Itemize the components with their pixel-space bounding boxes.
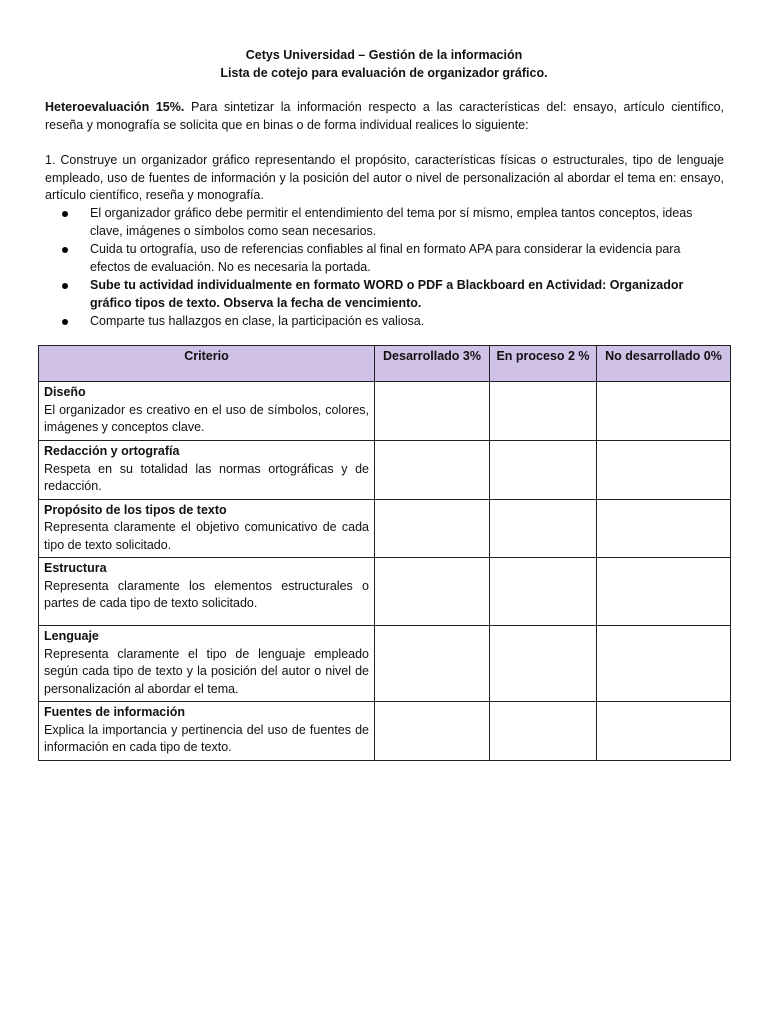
score-cell-desarrollado[interactable] <box>375 626 490 702</box>
table-row <box>39 626 731 702</box>
score-cell-desarrollado[interactable] <box>375 702 490 761</box>
instruction-text: Sube tu actividad individualmente en formato WORD o PDF a Blackboard en Actividad: Organizador gráfico tipos de texto. Observa la fecha de vencimiento. <box>90 278 684 310</box>
step-1-paragraph: 1. Construye un organizador gráfico representando el propósito, características físicas o estructurales, tipo de lenguaje empleado, uso de fuentes de información y la posición del autor o nivel de personalización al abordar el tema en: ensayo, artículo científico, reseña y monografía. <box>45 153 724 202</box>
instruction-item <box>62 205 712 240</box>
instruction-item <box>62 313 712 331</box>
score-cell-en-proceso[interactable] <box>490 441 597 500</box>
criterion-description: Representa claramente el tipo de lenguaje empleado según cada tipo de texto y la posición del autor o nivel de personalización al abordar el tema. <box>44 646 369 696</box>
table-row <box>39 499 731 558</box>
score-cell-no-desarrollado[interactable] <box>597 702 731 761</box>
criterion-description: Representa claramente los elementos estructurales o partes de cada tipo de texto solicitado. <box>44 578 369 610</box>
instruction-text: El organizador gráfico debe permitir el entendimiento del tema por sí mismo, emplea tantos conceptos, ideas clave, imágenes o símbolos como sean necesarios. <box>90 206 693 238</box>
criterion-description: El organizador es creativo en el uso de símbolos, colores, imágenes y conceptos clave. <box>44 402 369 434</box>
bullet-icon <box>62 283 68 289</box>
table-row <box>39 558 731 626</box>
score-cell-no-desarrollado[interactable] <box>597 382 731 441</box>
criterion-description: Explica la importancia y pertinencia del uso de fuentes de información en cada tipo de texto. <box>44 722 369 754</box>
score-cell-no-desarrollado[interactable] <box>597 626 731 702</box>
score-cell-en-proceso[interactable] <box>490 382 597 441</box>
instruction-text: Cuida tu ortografía, uso de referencias confiables al final en formato APA para considerar la evidencia para efectos de evaluación. No es necesaria la portada. <box>90 242 681 274</box>
instruction-item <box>62 241 712 276</box>
criterion-name: Fuentes de información <box>44 705 185 719</box>
rubric-table <box>38 345 731 761</box>
score-cell-desarrollado[interactable] <box>375 558 490 626</box>
criterion-cell <box>39 499 375 558</box>
intro-text: Para sintetizar la información respecto a las características del: ensayo, artículo científico, reseña y monografía se solicita que en binas o de forma individual realices lo siguiente: <box>45 100 724 132</box>
criterion-cell <box>39 626 375 702</box>
instruction-item <box>62 277 712 312</box>
criterion-cell <box>39 382 375 441</box>
document-title: Cetys Universidad – Gestión de la información <box>245 48 523 62</box>
score-cell-desarrollado[interactable] <box>375 382 490 441</box>
intro-bold-lead: Heteroevaluación 15%. <box>45 100 185 114</box>
bullet-icon <box>62 247 68 253</box>
bullet-icon <box>62 319 68 325</box>
score-cell-en-proceso[interactable] <box>490 702 597 761</box>
criterion-name: Estructura <box>44 561 107 575</box>
criterion-cell <box>39 558 375 626</box>
table-row <box>39 702 731 761</box>
criterion-cell <box>39 441 375 500</box>
instruction-list <box>62 205 712 332</box>
score-cell-en-proceso[interactable] <box>490 558 597 626</box>
criterion-description: Representa claramente el objetivo comunicativo de cada tipo de texto solicitado. <box>44 520 369 552</box>
header-criterio: Criterio <box>39 346 375 382</box>
header-desarrollado: Desarrollado 3% <box>375 346 490 382</box>
header-no-desarrollado: No desarrollado 0% <box>597 346 731 382</box>
criterion-description: Respeta en su totalidad las normas ortográficas y de redacción. <box>44 461 369 493</box>
score-cell-no-desarrollado[interactable] <box>597 499 731 558</box>
rubric-header-row <box>39 346 731 382</box>
instruction-text: Comparte tus hallazgos en clase, la participación es valiosa. <box>90 314 425 328</box>
criterion-cell <box>39 702 375 761</box>
criterion-name: Propósito de los tipos de texto <box>44 502 227 517</box>
criterion-name: Redacción y ortografía <box>44 444 180 458</box>
score-cell-en-proceso[interactable] <box>490 499 597 558</box>
score-cell-no-desarrollado[interactable] <box>597 558 731 626</box>
table-row <box>39 441 731 500</box>
bullet-icon <box>62 211 68 217</box>
table-row <box>39 382 731 441</box>
score-cell-desarrollado[interactable] <box>375 441 490 500</box>
score-cell-desarrollado[interactable] <box>375 499 490 558</box>
criterion-name: Diseño <box>44 385 86 399</box>
score-cell-no-desarrollado[interactable] <box>597 441 731 500</box>
score-cell-en-proceso[interactable] <box>490 626 597 702</box>
criterion-name: Lenguaje <box>44 629 99 643</box>
intro-paragraph <box>45 99 724 134</box>
header-en-proceso: En proceso 2 % <box>490 346 597 382</box>
document-subtitle: Lista de cotejo para evaluación de organizador gráfico. <box>220 66 548 80</box>
